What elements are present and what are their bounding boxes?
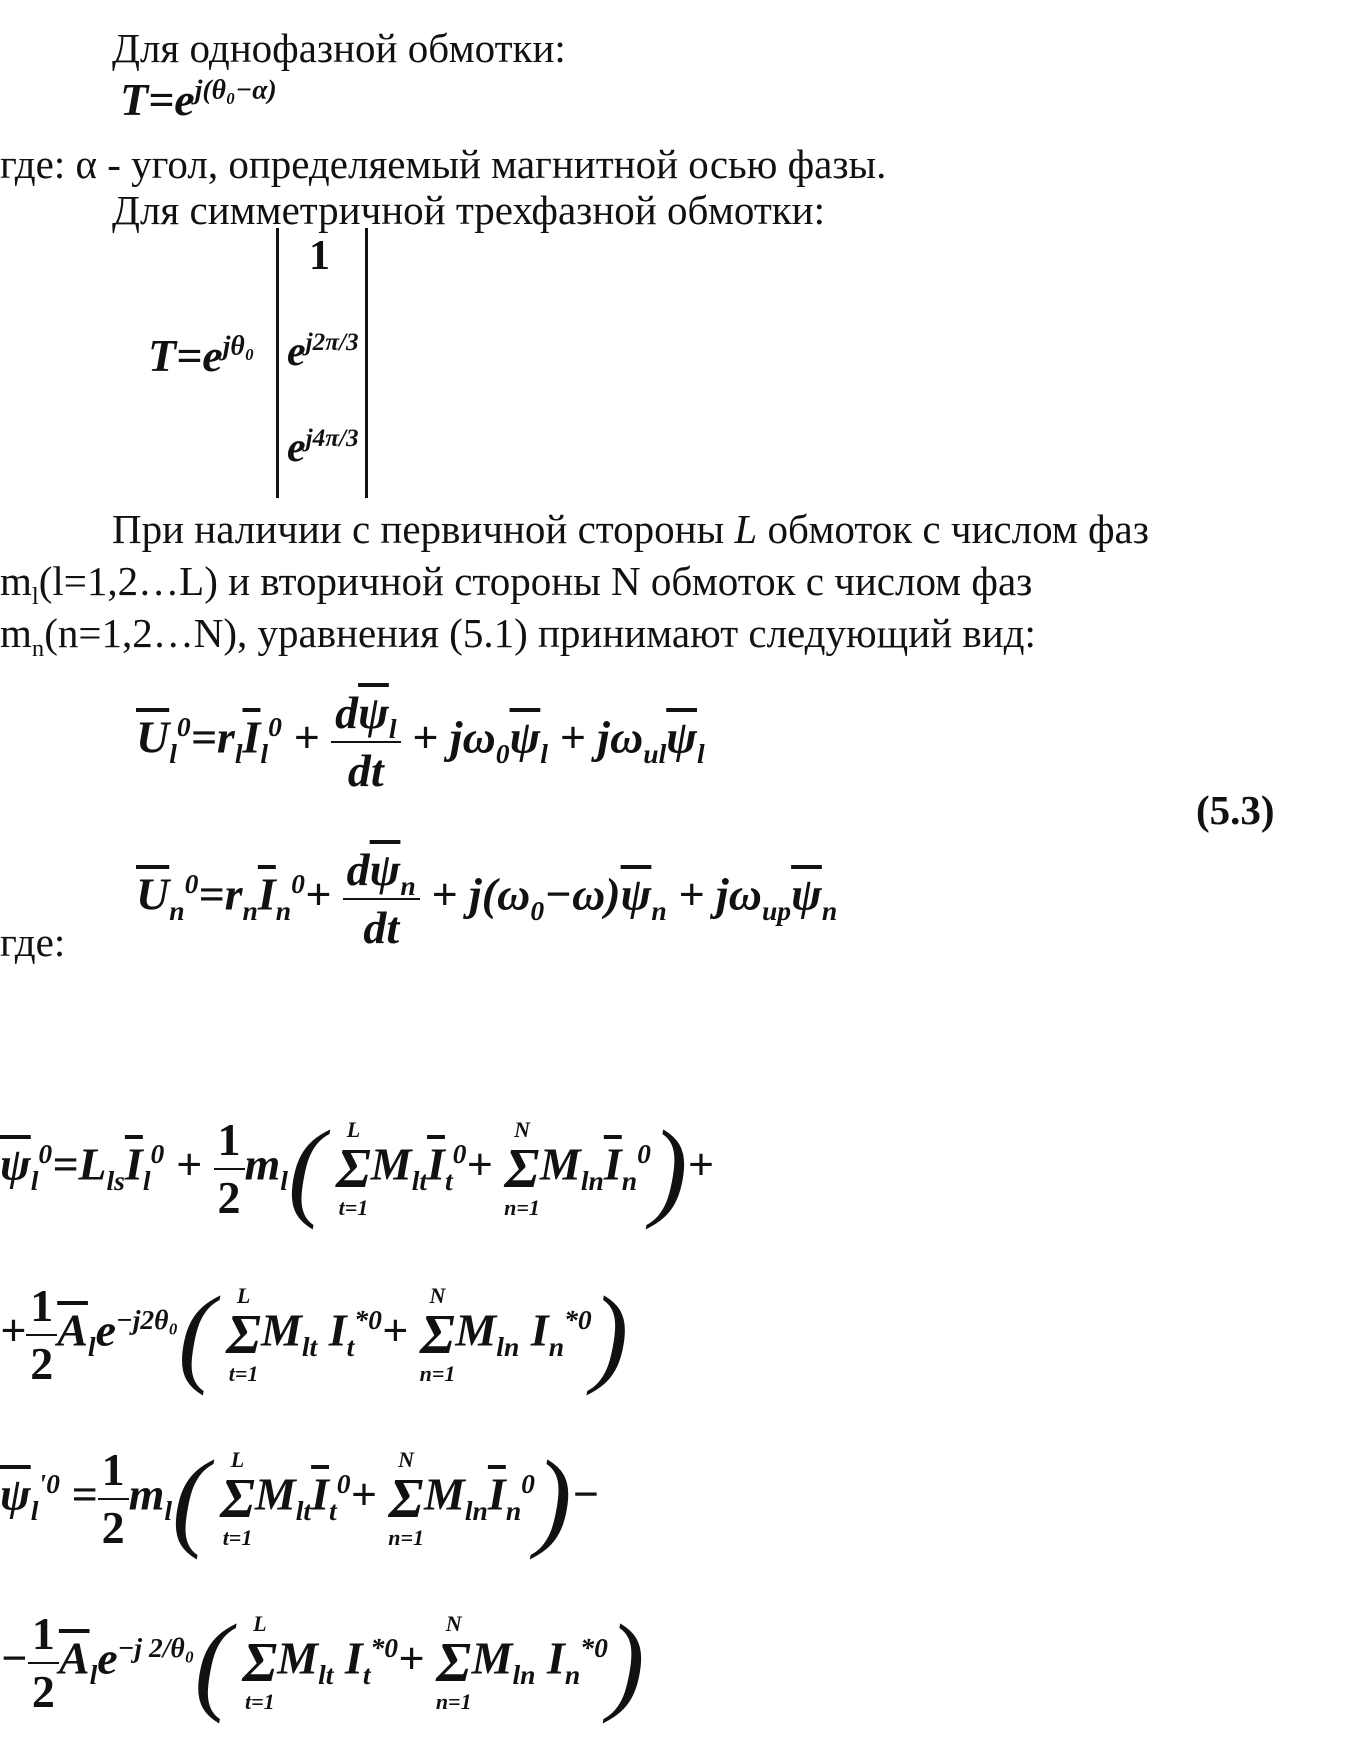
- equation-psi-l-line1: $\overline{\psi}_l^0=L_{ls}\overline{I}_l^0$ + $\frac{1}{2}$ $m_l$( L Σ t=1 $M_{lt}\overline{I}_t^0+$ N Σ n=1 $M_{ln}\overline{I}_n^0)+$: [0, 1108, 714, 1230]
- equation-u-l: $\overline{U}_l^0=r_l\overline{I}_l^0$ + $\frac{d\overline{\psi}_l}{dt}$ + $j\omega_0\overline{\psi}_l + j\omega_{ul}\overline{\psi}_l$: [136, 687, 705, 796]
- equation-single-phase: $T=e^{j(\theta_0-\alpha)}$: [120, 73, 277, 125]
- paragraph-single-phase: Для однофазной обмотки:: [112, 25, 566, 71]
- equation-psi-l-line2: + $\frac{1}{2}$ $\overline{A}_le^{-j2\theta_0}$( L Σ t=1 $M_{lt}$ $I_t^{*0}+$ N Σ n=1 $M_{ln}$ $I_n^{*0}$): [0, 1274, 629, 1396]
- matrix-three-phase: [276, 228, 368, 498]
- equation-number: (5.3): [1196, 787, 1275, 833]
- paragraph-alpha-definition: где: α - угол, определяемый магнитной осью фазы.: [0, 141, 887, 187]
- matrix-cell-3: $e^{j4\pi/3}$: [287, 425, 359, 471]
- equation-u-n: $\overline{U}_n^0=r_n\overline{I}_n^0+$ $\frac{d\overline{\psi}_n}{dt}$ + $j(\omega_0-\omega)\overline{\psi}_n + j\omega_{up}\overline{\psi}_n$: [136, 844, 838, 953]
- equation-three-phase-left: $T=e^{j\theta_0}$: [148, 329, 255, 381]
- paragraph-where: где:: [0, 919, 66, 965]
- paragraph-windings-line1: При наличии с первичной стороны L обмоток с числом фаз: [112, 506, 1149, 552]
- paragraph-three-phase: Для симметричной трехфазной обмотки:: [112, 187, 826, 233]
- equation-psi-l-line3: $\overline{\psi}_l^{'0}$ = $\frac{1}{2}$ $m_l$( L Σ t=1 $M_{lt}\overline{I}_t^0+$ N Σ n=1 $M_{ln}\overline{I}_n^0)-$: [0, 1438, 600, 1560]
- paragraph-windings-line2: $m_l(l=1,2\dots L)$ и вторичной стороны N обмоток с числом фаз: [0, 558, 1033, 611]
- matrix-cell-1: 1: [309, 233, 330, 279]
- equation-psi-l-line4: − $\frac{1}{2}$ $\overline{A}_le^{-j 2/\theta_0}$( L Σ t=1 $M_{lt}$ $I_t^{*0}+$ N Σ n=1 $M_{ln}$ $I_n^{*0}$): [0, 1602, 645, 1724]
- matrix-cell-2: $e^{j2\pi/3}$: [287, 329, 359, 375]
- paragraph-windings-line3: $m_n(n=1,2\dots N)$, уравнения (5.1) принимают следующий вид:: [0, 610, 1036, 663]
